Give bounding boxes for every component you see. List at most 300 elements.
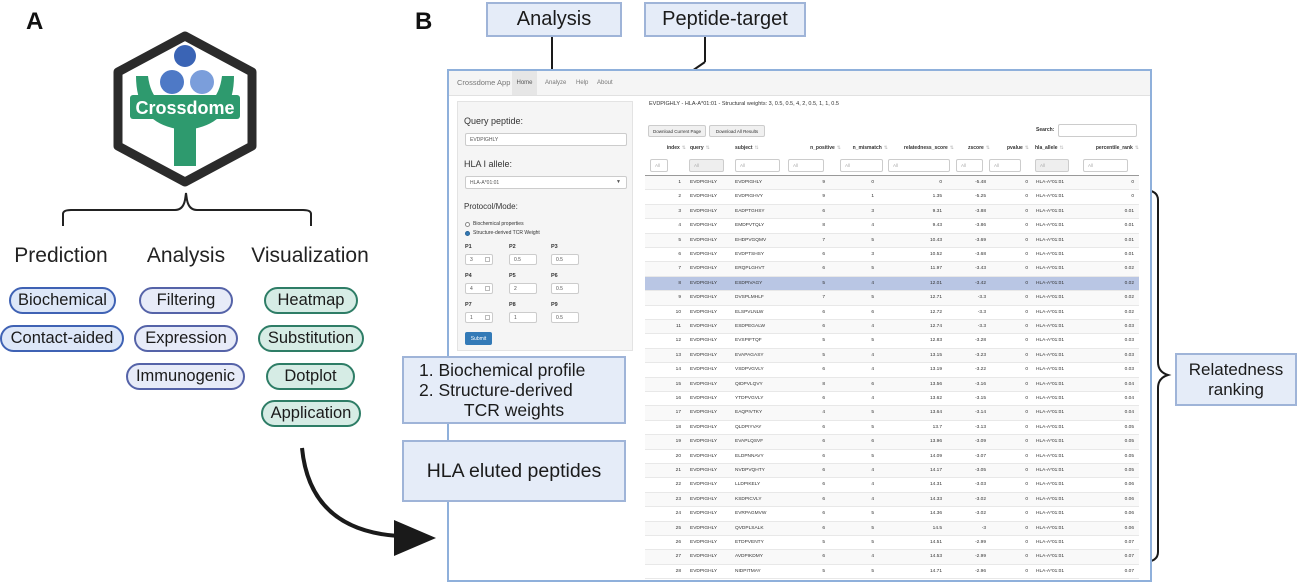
cell-percentile: 0.03: [1124, 324, 1134, 329]
cell-zscore: -3: [981, 525, 986, 531]
cell-subject: EMDPVTQLY: [735, 223, 765, 229]
pill-heatmap: Heatmap: [264, 287, 358, 314]
cell-subject: EVAPLQSVF: [735, 439, 764, 445]
cell-query: EVDPIGHLY: [690, 324, 718, 329]
cell-query: EVDPIGHLY: [690, 338, 718, 344]
cell-relatedness: 9.43: [932, 223, 942, 229]
table-row[interactable]: [645, 219, 1139, 233]
cell-relatedness: 13.96: [929, 439, 942, 445]
cell-index: 14: [675, 367, 681, 373]
cell-index: 23: [675, 496, 681, 502]
table-row[interactable]: [645, 478, 1139, 492]
table-row[interactable]: [645, 262, 1139, 276]
cell-n-mismatch: 5: [871, 338, 874, 344]
cell-n-mismatch: 5: [871, 525, 874, 531]
cell-subject: EVDPIGHVY: [735, 194, 763, 200]
table-row[interactable]: [645, 334, 1139, 348]
cell-subject: QIDPVLQVY: [735, 381, 763, 387]
cell-query: EVDPIGHLY: [690, 295, 718, 301]
cell-index: 28: [675, 568, 681, 574]
table-row[interactable]: [645, 565, 1139, 579]
cell-percentile: 0.05: [1124, 424, 1134, 430]
table-row[interactable]: [645, 363, 1139, 377]
cell-n-positive: 4: [822, 410, 825, 416]
search-label: Search:: [1036, 127, 1055, 133]
cell-percentile: 0.07: [1124, 554, 1134, 560]
weight-input-p1[interactable]: [465, 254, 493, 265]
cell-hla-allele: HLA-A*01:01: [1036, 367, 1064, 373]
weight-value-p7: 1: [470, 314, 473, 321]
weight-label-p8: P8: [509, 302, 516, 308]
cell-n-positive: 8: [822, 381, 825, 387]
cell-subject: EVAPAGASY: [735, 352, 764, 358]
cell-hla-allele: HLA-A*01:01: [1036, 352, 1064, 358]
cell-pvalue: 0: [1025, 540, 1028, 545]
weight-input-p5[interactable]: [509, 283, 537, 294]
nav-about[interactable]: About: [597, 80, 613, 86]
cell-zscore: -3.68: [975, 252, 986, 257]
cell-relatedness: 14.71: [929, 568, 942, 574]
cell-n-positive: 6: [822, 309, 825, 315]
pill-contact-aided: Contact-aided: [0, 325, 124, 352]
pill-expression: Expression: [134, 325, 238, 352]
radio-biochemical[interactable]: [465, 222, 470, 227]
table-row[interactable]: [645, 493, 1139, 507]
col-header-index[interactable]: [649, 145, 686, 151]
col-header-query[interactable]: [690, 145, 710, 151]
nav-brand[interactable]: Crossdome App: [457, 78, 511, 87]
col-label-percentile: percentile_rank: [1095, 145, 1133, 151]
pill-application: Application: [261, 400, 361, 427]
cell-percentile: 0.03: [1124, 352, 1134, 358]
table-row[interactable]: [645, 435, 1139, 449]
cell-n-positive: 5: [822, 280, 825, 286]
col-label-n-mismatch: n_mismatch: [852, 145, 882, 151]
cell-query: EVDPIGHLY: [690, 381, 718, 387]
sort-icon: ⇅: [836, 145, 841, 151]
pill-dotplot: Dotplot: [266, 363, 355, 390]
table-row[interactable]: [645, 306, 1139, 320]
table-row[interactable]: [645, 464, 1139, 478]
cell-relatedness: 14.31: [929, 482, 942, 488]
sort-icon: ⇅: [985, 145, 990, 151]
table-row[interactable]: [645, 378, 1139, 392]
cell-relatedness: 10.52: [929, 252, 942, 257]
cell-pvalue: 0: [1025, 396, 1028, 401]
table-row[interactable]: [645, 320, 1139, 334]
table-row[interactable]: [645, 277, 1139, 291]
cell-index: 9: [678, 295, 681, 301]
col-label-index: index: [666, 145, 680, 151]
cell-subject: QLDPIYVAY: [735, 424, 762, 430]
cell-pvalue: 0: [1025, 525, 1028, 531]
cell-subject: EADPTGHSY: [735, 208, 765, 214]
weight-input-p7[interactable]: [465, 312, 493, 323]
cell-n-positive: 6: [822, 208, 825, 214]
col-header-n-positive[interactable]: [789, 145, 841, 151]
cell-index: 20: [675, 453, 681, 459]
cell-zscore: -3.16: [975, 381, 986, 387]
cell-index: 21: [675, 468, 681, 473]
cell-subject: ELSPVLNLW: [735, 309, 764, 315]
cell-query: EVDPIGHLY: [690, 554, 718, 560]
spinner-icon[interactable]: [485, 315, 490, 320]
cell-hla-allele: HLA-A*01:01: [1036, 496, 1064, 502]
filter-subject[interactable]: All: [735, 159, 780, 172]
col-header-percentile[interactable]: [1083, 145, 1139, 151]
col-label-subject: subject: [735, 145, 753, 151]
cell-n-mismatch: 4: [871, 554, 874, 560]
radio-structure-label: Structure-derived TCR Weight: [473, 230, 540, 236]
table-row[interactable]: [645, 205, 1139, 219]
weight-value-p8: 1: [514, 314, 517, 321]
cell-index: 7: [678, 266, 681, 272]
cell-n-positive: 5: [822, 338, 825, 344]
cell-relatedness: 14.36: [929, 511, 942, 517]
weight-input-p2[interactable]: [509, 254, 537, 265]
cell-index: 11: [676, 324, 681, 329]
cell-hla-allele: HLA-A*01:01: [1036, 511, 1064, 517]
weight-input-p4[interactable]: [465, 283, 493, 294]
cell-zscore: -3.3: [977, 324, 986, 329]
filter-query[interactable]: All: [689, 159, 724, 172]
filter-n-mismatch[interactable]: All: [840, 159, 883, 172]
cell-hla-allele: HLA-A*01:01: [1036, 180, 1064, 185]
cell-percentile: 0.06: [1124, 511, 1134, 517]
cell-n-positive: 6: [822, 482, 825, 488]
table-row[interactable]: [645, 248, 1139, 262]
cell-n-mismatch: 5: [871, 424, 874, 430]
cell-index: 2: [678, 194, 681, 200]
cell-pvalue: 0: [1025, 309, 1028, 315]
spinner-icon[interactable]: [485, 286, 490, 291]
cell-subject: ERQPLGHVT: [735, 266, 765, 272]
table-row[interactable]: [645, 507, 1139, 521]
cell-n-positive: 5: [822, 352, 825, 358]
cell-hla-allele: HLA-A*01:01: [1036, 554, 1064, 560]
weight-input-p3[interactable]: [551, 254, 579, 265]
cell-relatedness: 13.19: [929, 367, 942, 373]
table-row[interactable]: [645, 522, 1139, 536]
cell-index: 25: [675, 525, 681, 531]
sidebar: [457, 101, 633, 351]
cell-relatedness: 14.5: [932, 525, 942, 531]
cell-relatedness: 13.62: [929, 396, 942, 401]
cell-zscore: -3.3: [977, 295, 986, 301]
filter-percentile[interactable]: All: [1083, 159, 1128, 172]
cell-percentile: 0.06: [1124, 496, 1134, 502]
panel-b-letter: B: [415, 8, 433, 35]
cell-n-positive: 6: [822, 324, 825, 329]
table-row[interactable]: [645, 450, 1139, 464]
cell-percentile: 0.03: [1124, 338, 1134, 344]
cell-zscore: -3.43: [975, 266, 986, 272]
filter-hla-allele[interactable]: All: [1035, 159, 1069, 172]
cell-zscore: -2.99: [975, 554, 986, 560]
weight-label-p9: P9: [551, 302, 558, 308]
cell-n-mismatch: 4: [871, 496, 874, 502]
cell-zscore: -3.09: [975, 439, 986, 445]
sort-icon: ⇅: [754, 145, 759, 151]
cell-percentile: 0.01: [1124, 223, 1134, 229]
cell-hla-allele: HLA-A*01:01: [1036, 468, 1064, 473]
cell-n-mismatch: 5: [871, 568, 874, 574]
pill-immunogenic: Immunogenic: [126, 363, 245, 390]
cell-zscore: -3.86: [975, 223, 986, 229]
weight-input-p6[interactable]: [551, 283, 579, 294]
cell-pvalue: 0: [1025, 223, 1028, 229]
cell-n-mismatch: 5: [871, 511, 874, 517]
cell-n-positive: 6: [822, 525, 825, 531]
cell-relatedness: 12.72: [929, 309, 942, 315]
col-header-hla-allele[interactable]: [1035, 145, 1064, 151]
callout-eluted: HLA eluted peptides: [402, 440, 626, 502]
weight-input-p8[interactable]: [509, 312, 537, 323]
cell-index: 19: [675, 439, 681, 445]
cell-query: EVDPIGHLY: [690, 309, 718, 315]
cell-relatedness: 1.35: [932, 194, 942, 200]
cell-n-mismatch: 5: [871, 540, 874, 545]
cell-query: EVDPIGHLY: [690, 180, 718, 185]
cell-query: EVDPIGHLY: [690, 482, 718, 488]
cell-pvalue: 0: [1025, 482, 1028, 488]
cell-n-positive: 6: [822, 511, 825, 517]
callout-profile-line2: 2. Structure-derived: [419, 380, 573, 400]
col-label-hla-allele: hla_allele: [1035, 145, 1058, 151]
cell-query: EVDPIGHLY: [690, 194, 718, 200]
cell-n-positive: 6: [822, 424, 825, 430]
cell-query: EVDPIGHLY: [690, 496, 718, 502]
hla-allele-label: HLA I allele:: [464, 159, 513, 169]
cell-n-mismatch: 4: [871, 482, 874, 488]
cell-subject: EVDPIGHLY: [735, 180, 763, 185]
cell-index: 4: [678, 223, 681, 229]
cell-query: EVDPIGHLY: [690, 367, 718, 373]
col-label-relatedness: relatedness_score: [903, 145, 948, 151]
cell-query: EVDPIGHLY: [690, 252, 718, 257]
cell-subject: KSDPICVLY: [735, 496, 762, 502]
cell-percentile: 0.07: [1124, 568, 1134, 574]
callout-ranking-line2: ranking: [1208, 379, 1264, 399]
cell-hla-allele: HLA-A*01:01: [1036, 280, 1064, 286]
cell-hla-allele: HLA-A*01:01: [1036, 266, 1064, 272]
nav-help[interactable]: Help: [576, 80, 589, 86]
cell-index: 5: [678, 237, 681, 243]
cell-n-mismatch: 3: [871, 208, 874, 214]
cell-hla-allele: HLA-A*01:01: [1036, 410, 1064, 416]
cell-zscore: -3.23: [975, 352, 986, 358]
filter-pvalue[interactable]: All: [989, 159, 1021, 172]
cell-zscore: -3.42: [975, 280, 986, 286]
protocol-label: Protocol/Mode:: [464, 202, 518, 211]
cell-n-positive: 6: [822, 396, 825, 401]
table-row[interactable]: [645, 421, 1139, 435]
cell-pvalue: 0: [1025, 208, 1028, 214]
cell-hla-allele: HLA-A*01:01: [1036, 223, 1064, 229]
weight-label-p6: P6: [551, 273, 558, 279]
filter-relatedness[interactable]: All: [888, 159, 950, 172]
cell-subject: LLDPIKELY: [735, 482, 761, 488]
hla-allele-select[interactable]: [465, 176, 627, 189]
pill-biochemical: Biochemical: [9, 287, 116, 314]
table-row[interactable]: [645, 406, 1139, 420]
table-row[interactable]: [645, 349, 1139, 363]
cell-subject: ESDPIVAGY: [735, 280, 763, 286]
cell-query: EVDPIGHLY: [690, 453, 718, 459]
cell-percentile: 0.05: [1124, 453, 1134, 459]
table-row[interactable]: [645, 190, 1139, 204]
cell-pvalue: 0: [1025, 511, 1028, 517]
weight-input-p9[interactable]: [551, 312, 579, 323]
table-row[interactable]: [645, 234, 1139, 248]
cell-zscore: -3.28: [975, 338, 986, 344]
cell-query: EVDPIGHLY: [690, 568, 718, 574]
cell-relatedness: 13.56: [929, 381, 942, 387]
cell-index: 18: [675, 424, 681, 430]
cell-subject: ESDPEGALW: [735, 324, 766, 329]
hla-allele-value: HLA-A*01:01: [470, 179, 500, 186]
callout-profile-line3: TCR weights: [463, 400, 565, 420]
weight-label-p2: P2: [509, 244, 516, 250]
cell-n-positive: 6: [822, 468, 825, 473]
cell-subject: YTDPVGVLY: [735, 396, 764, 401]
cell-query: EVDPIGHLY: [690, 410, 718, 416]
col-label-n-positive: n_positive: [810, 145, 835, 151]
cell-subject: EVSPIFTQF: [735, 338, 762, 344]
cell-query: EVDPIGHLY: [690, 525, 718, 531]
cell-hla-allele: HLA-A*01:01: [1036, 439, 1064, 445]
nav-home[interactable]: Home: [512, 71, 537, 95]
cell-percentile: 0: [1131, 180, 1134, 185]
cell-index: 22: [675, 482, 681, 488]
sort-icon: ⇅: [681, 145, 686, 151]
cell-relatedness: 9.31: [932, 208, 942, 214]
cell-hla-allele: HLA-A*01:01: [1036, 208, 1064, 214]
cell-percentile: 0.04: [1124, 381, 1134, 387]
table-row[interactable]: [645, 176, 1139, 190]
cell-pvalue: 0: [1025, 568, 1028, 574]
cell-relatedness: 14.17: [929, 468, 942, 473]
filter-index[interactable]: All: [650, 159, 668, 172]
cell-pvalue: 0: [1025, 496, 1028, 502]
cell-subject: EAQPIVTKY: [735, 410, 763, 416]
cell-pvalue: 0: [1025, 381, 1028, 387]
cell-relatedness: 13.15: [929, 352, 942, 358]
table-row[interactable]: [645, 291, 1139, 305]
cell-pvalue: 0: [1025, 367, 1028, 373]
cell-subject: AVDPIKDMY: [735, 554, 763, 560]
cell-percentile: 0.02: [1124, 280, 1134, 286]
cell-subject: ELDPNNAVY: [735, 453, 764, 459]
query-peptide-input[interactable]: EVDPIGHLY: [465, 133, 627, 146]
cell-n-mismatch: 5: [871, 453, 874, 459]
callout-ranking-line1: Relatedness: [1188, 359, 1284, 379]
col-header-subject[interactable]: [735, 145, 759, 151]
cell-hla-allele: HLA-A*01:01: [1036, 381, 1064, 387]
cell-query: EVDPIGHLY: [690, 468, 718, 473]
cell-query: EVDPIGHLY: [690, 511, 718, 517]
navbar: [449, 71, 1150, 96]
table-row[interactable]: [645, 536, 1139, 550]
cell-subject: EHDPVGQMV: [735, 237, 767, 243]
cell-n-positive: 8: [822, 223, 825, 229]
weight-label-p3: P3: [551, 244, 558, 250]
weight-value-p5: 2: [514, 285, 517, 292]
table-row[interactable]: [645, 392, 1139, 406]
download-all-button[interactable]: Download All Results: [709, 125, 765, 137]
callout-profile: [402, 356, 626, 424]
cell-n-positive: 9: [822, 180, 825, 185]
col-label-zscore: zscore: [967, 145, 984, 151]
cell-percentile: 0.01: [1124, 252, 1134, 257]
cell-n-positive: 7: [822, 237, 825, 243]
chevron-down-icon: ▼: [616, 179, 621, 185]
cell-n-mismatch: 6: [871, 439, 874, 445]
cell-hla-allele: HLA-A*01:01: [1036, 324, 1064, 329]
cell-index: 6: [678, 252, 681, 257]
cell-hla-allele: HLA-A*01:01: [1036, 525, 1064, 531]
cell-zscore: -3.02: [975, 496, 986, 502]
cell-subject: DVSPLMHLF: [735, 295, 764, 301]
col-header-pvalue[interactable]: [994, 145, 1029, 151]
spinner-icon[interactable]: [485, 257, 490, 262]
cell-n-mismatch: 4: [871, 223, 874, 229]
col-header-zscore[interactable]: [954, 145, 990, 151]
search-input[interactable]: [1058, 124, 1137, 137]
cell-n-mismatch: 0: [871, 180, 874, 185]
cell-percentile: 0.06: [1124, 525, 1134, 531]
weight-label-p1: P1: [465, 244, 472, 250]
cell-n-positive: 6: [822, 554, 825, 560]
cell-hla-allele: HLA-A*01:01: [1036, 453, 1064, 459]
col-header-n-mismatch[interactable]: [841, 145, 888, 151]
cell-percentile: 0.05: [1124, 468, 1134, 473]
download-page-button[interactable]: Download Current Page: [648, 125, 706, 137]
cell-n-mismatch: 5: [871, 410, 874, 416]
cell-query: EVDPIGHLY: [690, 208, 718, 214]
cell-pvalue: 0: [1025, 194, 1028, 200]
filter-zscore[interactable]: All: [956, 159, 983, 172]
callout-profile-line1: 1. Biochemical profile: [419, 360, 586, 380]
cell-query: EVDPIGHLY: [690, 396, 718, 401]
submit-button[interactable]: Submit: [465, 332, 492, 345]
cell-hla-allele: HLA-A*01:01: [1036, 568, 1064, 574]
cell-n-mismatch: 5: [871, 266, 874, 272]
nav-analyze[interactable]: Analyze: [545, 80, 567, 86]
cell-query: EVDPIGHLY: [690, 280, 718, 286]
cell-index: 3: [678, 208, 681, 214]
radio-structure-derived[interactable]: [465, 231, 470, 236]
cell-zscore: -3.15: [975, 396, 986, 401]
cell-percentile: 0.06: [1124, 482, 1134, 488]
cell-pvalue: 0: [1025, 252, 1028, 257]
col-header-relatedness[interactable]: [889, 145, 954, 151]
cell-index: 10: [675, 309, 681, 315]
cell-n-positive: 5: [822, 540, 825, 545]
sort-icon: ⇅: [949, 145, 954, 151]
cell-index: 13: [675, 352, 681, 358]
cell-zscore: -2.99: [975, 540, 986, 545]
weight-label-p4: P4: [465, 273, 472, 279]
cell-hla-allele: HLA-A*01:01: [1036, 309, 1064, 315]
cell-zscore: -3.14: [975, 410, 986, 416]
cell-relatedness: 11.97: [930, 266, 942, 272]
cell-n-positive: 6: [822, 439, 825, 445]
table-row[interactable]: [645, 550, 1139, 564]
filter-n-positive[interactable]: All: [788, 159, 824, 172]
cell-zscore: -3.03: [975, 482, 986, 488]
cell-zscore: -3.88: [975, 208, 986, 214]
